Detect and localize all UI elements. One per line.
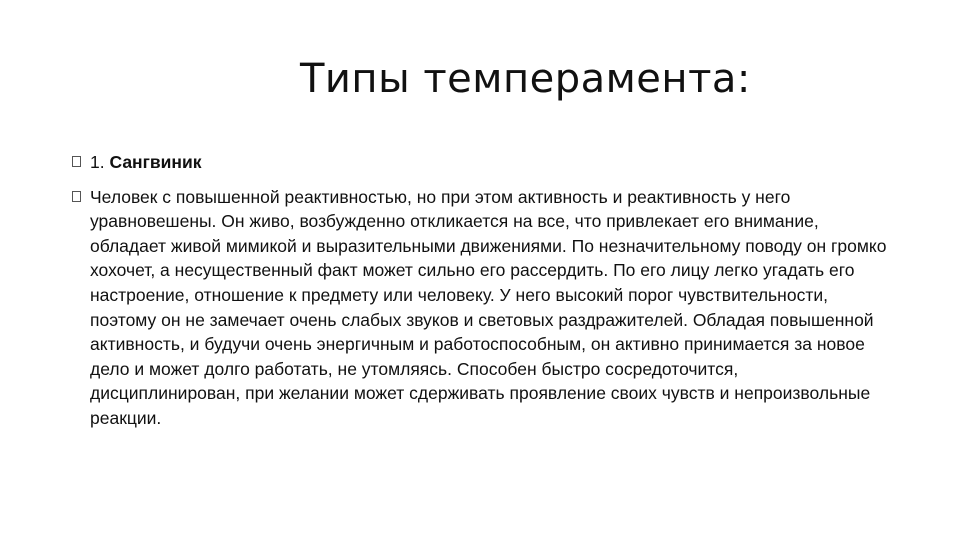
bullet-square-icon bbox=[72, 191, 81, 202]
bullet-square-icon bbox=[72, 156, 81, 167]
description-text: Человек с повышенной реактивностью, но при этом активность и реактивность у него уравновешены. Он живо, возбужденно откликается на все, что привлекает его внимание, обладает живой мимикой и выразительными движениями. По незначительному поводу он громко хохочет, а несущественный факт может сильно его рассердить. По его лицу легко угадать его настроение, отношение к предмету или человеку. У него высокий порог чувствительности, поэтому он не замечает очень слабых звуков и световых раздражителей. Обладая повышенной активность, и будучи очень энергичным и работоспособным, он активно принимается за новое дело и может долго работать, не утомляясь. Способен быстро сосредоточится, дисциплинирован, при желании может сдерживать проявление своих чувств и непроизвольные реакции. bbox=[90, 186, 887, 428]
slide-content bbox=[72, 150, 892, 441]
bullet-number: 1. bbox=[90, 152, 110, 172]
bullet-item-description bbox=[72, 185, 892, 431]
slide-title: Типы темперамента: bbox=[300, 56, 751, 102]
temperament-name: Сангвиник bbox=[109, 152, 202, 172]
bullet-item-type bbox=[72, 150, 892, 175]
